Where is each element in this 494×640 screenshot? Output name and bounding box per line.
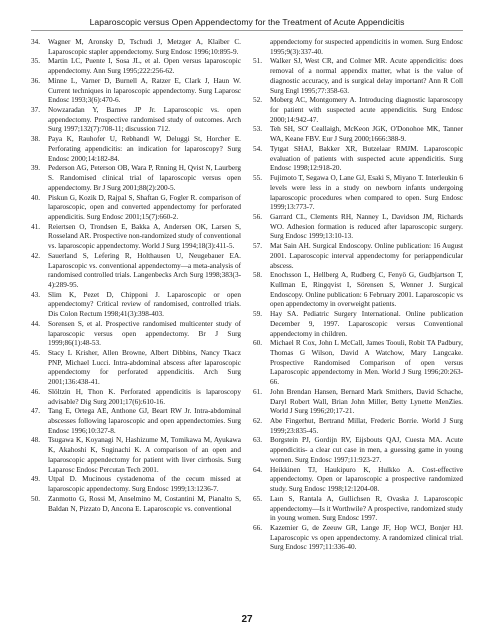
reference-item [253, 417, 463, 436]
reference-text: Tytgat SHAJ, Bakker XR, Butzelaar RMJM. Laparoscopic evaluation of patients with suspected acute appendicitis. Surg Endosc 1998;12:918-20. [270, 144, 463, 173]
reference-item [31, 495, 241, 514]
reference-text: Sorensen S, et al. Prospective randomised multicenter study of laparoscopic versus open appendectomy. Br J Surg 1999;86(1):48-53. [48, 319, 241, 348]
reference-number: 63. [253, 436, 263, 445]
reference-item [253, 57, 463, 96]
reference-text: Minne L, Varner D, Burnell A, Ratzer E, Clark J, Haun W. Current techniques in laparoscopic appendectomy. Surg Laparosc Endosc 1993;3(6):470-6. [48, 76, 241, 105]
reference-text: Moberg AC, Montgomery A. Introducing diagnostic laparoscopy for patient with suspected acute appendicitis. Surg Endosc 2000;14:942-47. [270, 96, 463, 124]
reference-text: Reiertsen O, Trondsen E, Bakka A, Andersen OK, Larsen S, Rosseland AR. Prospective non-randomized study of conventional vs. laparoscopic appendectomy. World J Surg 1994;18(3):411-5. [48, 222, 241, 251]
reference-text: Garrard CL, Clements RH, Nanney L, Davidson JM, Richards WO. Adhesion formation is reduced after laparoscopic surgery. Surg Endosc 1999;13:10-13. [270, 212, 463, 241]
reference-item [31, 436, 241, 475]
reference-number: 44. [31, 319, 41, 328]
reference-number: 51. [253, 57, 263, 66]
reference-item [31, 106, 241, 135]
reference-text: Walker SJ, West CR, and Colmer MR. Acute appendicitis: does removal of a normal appendix matter, what is the value of diagnostic accuracy, and is surgical delay important? Ann R Coll Surg Engl 1995;77:358-63. [270, 57, 463, 95]
reference-item [253, 495, 463, 524]
reference-item [253, 174, 463, 213]
reference-item [31, 291, 241, 320]
reference-text: Enochsson L, Hellberg A, Rudberg C, Fenyö G, Gudbjartson T, Kullman E, Ringqvist I, Sörensen S, Wenner J. Surgical Endoscopy. Online publication: 6 February 2001. Laparoscopic vs open appendectomy in overweight patients. [270, 271, 463, 309]
reference-number: 42. [31, 251, 41, 260]
reference-number: 61. [253, 387, 263, 396]
reference-number: 57. [253, 242, 263, 251]
reference-item [31, 164, 241, 193]
reference-item [253, 271, 463, 310]
reference-item [253, 38, 463, 57]
reference-item [253, 339, 463, 388]
reference-item [31, 223, 241, 252]
reference-text: Pederson AG, Peterson OB, Wara P, Rnning H, Qvist N, Laurberg S. Randomised clinical trial of laparoscopic versus open appendectomy. Br J Surg 2001;88(2):200-5. [48, 164, 241, 192]
reference-text: Zanmotto G, Rossi M, Anselmino M, Costantini M, Pianalto S, Baldan N, Pizzato D, Ancona E. Laparoscopic vs. conventional [48, 494, 241, 513]
reference-item [253, 310, 463, 339]
reference-text: Wagner M, Aronsky D, Tschudi J, Metzger A, Klaiber C. Laparoscopic stapler appendectomy. Surg Endosc 1996;10:895-9. [48, 38, 241, 56]
reference-number: 52. [253, 96, 263, 105]
reference-item [31, 77, 241, 106]
reference-item [253, 145, 463, 174]
reference-number: 45. [31, 349, 41, 357]
reference-number: 54. [253, 144, 263, 153]
reference-item [31, 252, 241, 291]
reference-number: 47. [31, 407, 41, 416]
reference-number: 36. [31, 76, 41, 85]
reference-item [253, 388, 463, 417]
reference-item [31, 349, 241, 388]
reference-number: 40. [31, 193, 41, 202]
reference-text: Slöltzin H, Thon K. Perforated appendicitis is laparoscopy advisable? Dig Surg 2001;17(6):610-16. [48, 387, 241, 406]
reference-item [253, 436, 463, 465]
reference-number: 55. [253, 174, 263, 183]
reference-text: Tang E, Ortega AE, Anthone GJ, Beart RW Jr. Intra-abdominal abscesses following laparoscopic and open appendectomies. Surg Endosc 1996;10:327-8. [48, 407, 241, 435]
reference-number: 66. [253, 523, 263, 532]
reference-text: Borgstein PJ, Gordijn RV, Eijsbouts QAJ, Cuesta MA. Acute appendicitis- a clear cut case in men, a guessing game in young women. Surg Endosc 1997;11:923-27. [270, 436, 463, 464]
reference-text: Michael R Cox, John L McCall, James Toouli, Robit TA Padbury, Thomas G Wilson, David A Watchow, Mary Langcake. Prospective Randomised Comparison of open versus Laparoscopic appendectomy in Men. World J Surg 1996;20:263-66. [270, 339, 463, 387]
reference-number: 39. [31, 164, 41, 173]
reference-text: Nowzaradan Y, Barnes JP Jr. Laparoscopic vs. open appendectomy. Prospective randomised study of outcomes. Arch Surg 1997;132(7):708-11; discussion 712. [48, 106, 241, 134]
reference-text: Mat Sain AH. Surgical Endoscopy. Online publication: 16 August 2001. Laparoscopic interval appendectomy for periappendicular abscess. [270, 242, 463, 270]
reference-item [253, 242, 463, 271]
reference-text: appendectomy for suspected appendicitis in women. Surg Endosc 1995;9(3):337-40. [270, 38, 463, 56]
reference-text: Kazemier G, de Zeeuw GR, Lange JF, Hop WCJ, Bonjer HJ. Laparoscopic vs open appendectomy. A randomized clinical trial. Surg Endosc 1997;11:336-40. [270, 523, 463, 552]
reference-number [253, 38, 270, 57]
reference-item [31, 388, 241, 407]
reference-item [31, 38, 241, 57]
reference-text: Sauerland S, Lefering R, Holthausen U, Neugebauer EA. Laparoscopic vs. conventional appendectomy—a meta-analysis of randomised controlled trials. Langenbecks Arch Surg 1998;383(3-4):289-95. [48, 251, 241, 289]
reference-number: 48. [31, 436, 41, 445]
reference-column-right [253, 38, 463, 553]
reference-number: 59. [253, 310, 263, 319]
reference-number: 43. [31, 290, 41, 299]
reference-item [31, 57, 241, 76]
reference-text: Abe Fingerhut, Bertrand Millat, Frederic Borrie. World J Surg 1999;23:835-45. [270, 417, 463, 435]
reference-number: 60. [253, 339, 263, 348]
reference-number: 34. [31, 38, 41, 46]
reference-number: 64. [253, 465, 263, 474]
reference-item [253, 125, 463, 144]
reference-text: Heikkinen TJ, Haukipuro K, Hulkko A. Cost-effective appendectomy. Open or laparoscopic a prospective randomized study. Surg Endosc 1998;12:1204-08. [270, 465, 463, 494]
reference-text: Paya K, Rauhofer U, Rebhandl W, Deluggi St, Horcher E. Perforating appendicitis: an indication for laparoscopy? Surg Endosc 2000;14:182-84. [48, 135, 241, 163]
reference-number: 49. [31, 475, 41, 484]
reference-number: 62. [253, 417, 263, 426]
reference-text: Stacy L Krisher, Allen Browne, Albert Dibbins, Nancy Tkacz PNP, Michael Lucci. Intra-abdominal abscess after laparoscopic appendectomy for perforated appendicitis. Arch Surg 2001;136:438-41. [48, 349, 241, 387]
reference-text: Fujimoto T, Segawa O, Lane GJ, Esaki S, Miyano T. Interleukin 6 levels were less in a study on newborn infants undergoing laparoscopic procedures when compared to open. Surg Endosc 1999;13:773-7. [270, 174, 463, 212]
reference-number: 65. [253, 494, 263, 503]
reference-item [31, 407, 241, 436]
reference-number: 50. [31, 494, 41, 503]
reference-column-left [31, 38, 241, 514]
reference-item [253, 96, 463, 125]
reference-item [253, 524, 463, 553]
reference-item [253, 466, 463, 495]
header-rule [31, 30, 463, 31]
running-head: Laparoscopic versus Open Appendectomy for the Treatment of Acute Appendicitis [89, 17, 405, 27]
reference-item [31, 194, 241, 223]
reference-text: Piskun G, Kozik D, Rajpal S, Shaftan G, Fogler R. comparison of laparoscopic, open and converted appendectomy for perforated appendicitis. Surg Endosc 2001;15(7):660-2. [48, 193, 241, 221]
reference-number: 41. [31, 222, 41, 231]
page-number: 27 [241, 614, 253, 625]
reference-number: 37. [31, 106, 41, 115]
reference-number: 53. [253, 125, 263, 134]
reference-number: 35. [31, 57, 41, 66]
reference-text: Martin LC, Puente I, Sosa JL, et al. Open versus laparoscopic appendectomy. Ann Surg 1995;222:256-62. [48, 57, 241, 76]
reference-text: Hay SA. Pediatric Surgery International. Online publication December 9, 1997. Laparoscopic versus Conventional appendectomy in children. [270, 310, 463, 338]
reference-text: Slim K, Pezet D, Chipponi J. Laparoscopic or open appendectomy? Critical review of randomised, controlled trials. Dis Colon Rectum 1998;41(3):398-403. [48, 290, 241, 319]
reference-text: Laın S, Rantala A, Gullichsen R, Ovaska J. Laparoscopic appendectomy—Is it Worthwile? A prospective, randomized study in young women. Surg Endosc 1997. [270, 494, 463, 523]
reference-number: 46. [31, 387, 41, 396]
reference-text: Tsugawa K, Koyanagi N, Hashizume M, Tomikawa M, Ayukawa K, Akahoshi K, Suginachi K. A comparison of an open and laparoscopic appendectomy for patient with liver cirrhosis. Surg Laparosc Endosc Percutan Tech 2001. [48, 436, 241, 474]
reference-text: Teh SH, SO' Ceallaigh, McKeon JGK, O'Donohoe MK, Tanner WA, Keane FBV. Eur J Surg 2000;1666:388-9. [270, 125, 463, 144]
reference-text: Utpal D. Mucinous cystadenoma of the cecum missed at laparoscopic appendectomy. Surg Endosc 1999;13:1236-7. [48, 475, 241, 494]
reference-item [31, 135, 241, 164]
reference-text: John Brendan Hansen, Bernard Mark Smithers, David Schache, Daryl Robert Wall, Brian John Miller, Betty Lynette MenZies. World J Surg 1996;20;17-21. [270, 387, 463, 416]
reference-item [31, 475, 241, 494]
reference-number: 38. [31, 135, 41, 144]
reference-item [253, 213, 463, 242]
reference-number: 56. [253, 212, 263, 221]
reference-number: 58. [253, 271, 263, 280]
reference-item [31, 320, 241, 349]
